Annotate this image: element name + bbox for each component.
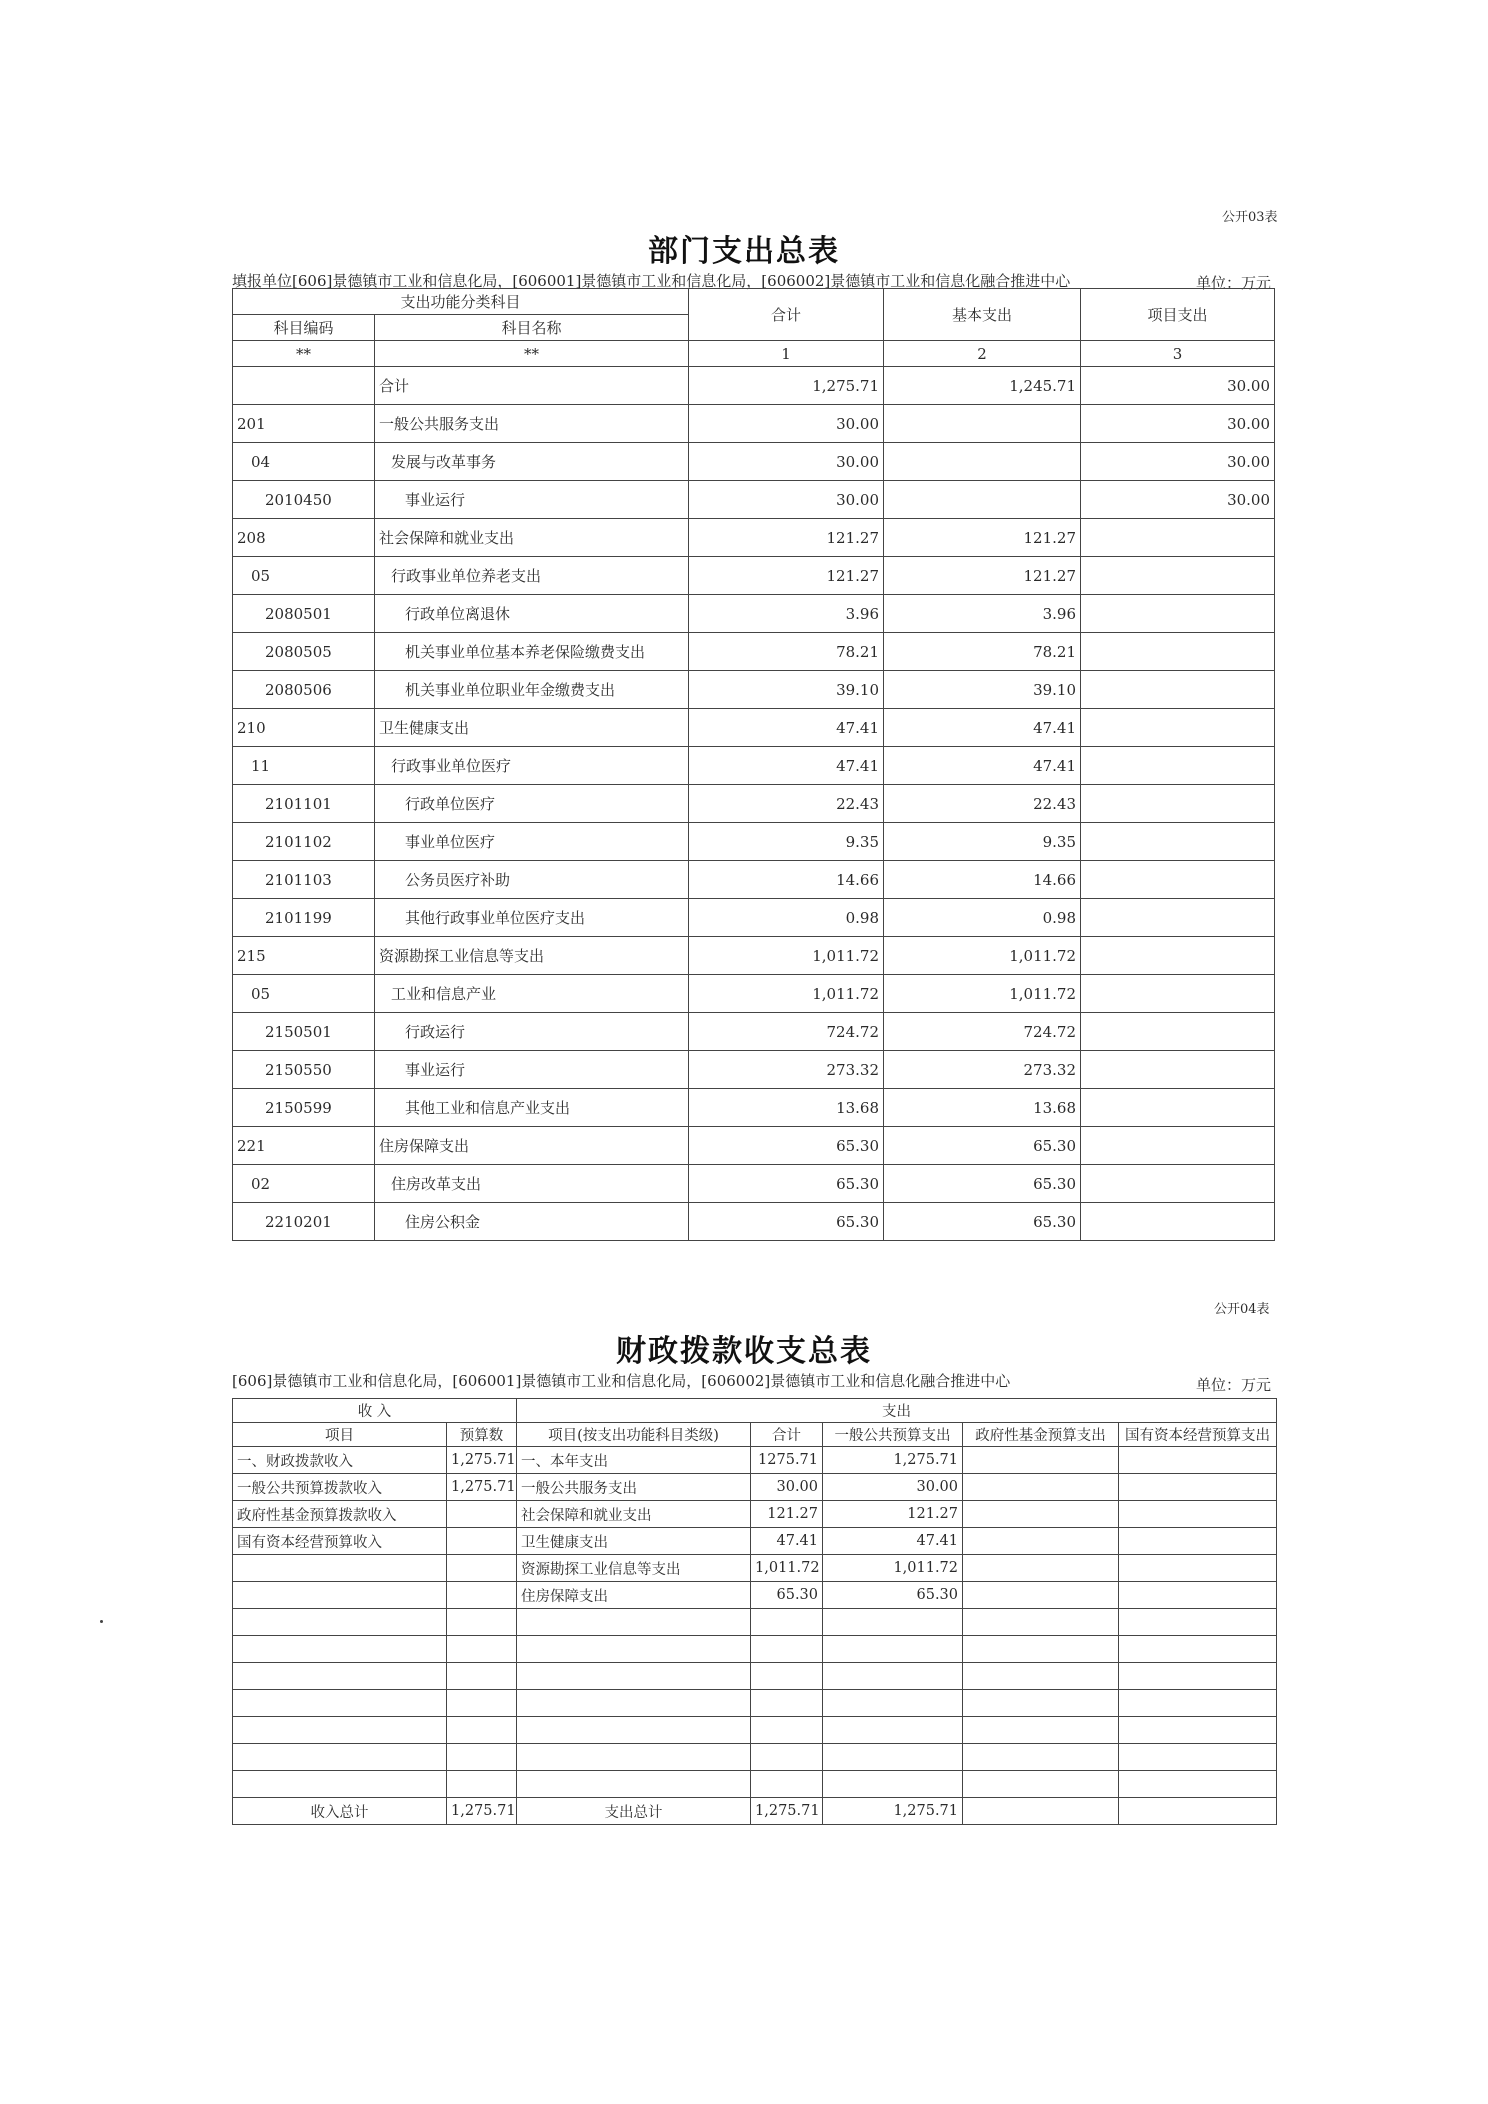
basic-value: 724.72 bbox=[884, 1013, 1081, 1051]
table-row bbox=[233, 1203, 1275, 1241]
subject-code: 11 bbox=[233, 747, 375, 785]
general-budget-value: 1,275.71 bbox=[823, 1447, 963, 1474]
basic-value: 47.41 bbox=[884, 709, 1081, 747]
table-row bbox=[233, 1636, 1277, 1663]
table1-unit: 单位：万元 bbox=[1196, 274, 1272, 292]
subject-name: 行政单位医疗 bbox=[375, 785, 689, 823]
general-budget-value bbox=[823, 1690, 963, 1717]
table-row bbox=[233, 1582, 1277, 1609]
expense-item bbox=[517, 1717, 751, 1744]
total-value: 65.30 bbox=[689, 1203, 884, 1241]
basic-value: 1,011.72 bbox=[884, 975, 1081, 1013]
project-value: 30.00 bbox=[1081, 405, 1275, 443]
basic-value: 13.68 bbox=[884, 1089, 1081, 1127]
project-index: 3 bbox=[1081, 341, 1275, 367]
subject-name: 公务员医疗补助 bbox=[375, 861, 689, 899]
expense-total-value: 1,275.71 bbox=[751, 1798, 823, 1825]
expense-state-value bbox=[1119, 1798, 1277, 1825]
project-value bbox=[1081, 899, 1275, 937]
expense-item bbox=[517, 1663, 751, 1690]
project-value bbox=[1081, 975, 1275, 1013]
total-value: 22.43 bbox=[689, 785, 884, 823]
table-row bbox=[233, 1555, 1277, 1582]
state-capital-value bbox=[1119, 1528, 1277, 1555]
basic-value: 65.30 bbox=[884, 1165, 1081, 1203]
income-item bbox=[233, 1609, 447, 1636]
project-value bbox=[1081, 823, 1275, 861]
expense-total bbox=[751, 1690, 823, 1717]
subject-name: 社会保障和就业支出 bbox=[375, 519, 689, 557]
income-item: 一般公共预算拨款收入 bbox=[233, 1474, 447, 1501]
table-row bbox=[233, 975, 1275, 1013]
subject-name: 机关事业单位基本养老保险缴费支出 bbox=[375, 633, 689, 671]
fund-budget-value bbox=[963, 1555, 1119, 1582]
income-item: 政府性基金预算拨款收入 bbox=[233, 1501, 447, 1528]
subject-name: 行政事业单位医疗 bbox=[375, 747, 689, 785]
fund-budget-value bbox=[963, 1771, 1119, 1798]
basic-value: 65.30 bbox=[884, 1127, 1081, 1165]
project-value: 30.00 bbox=[1081, 443, 1275, 481]
fund-budget-value bbox=[963, 1474, 1119, 1501]
state-capital-value bbox=[1119, 1447, 1277, 1474]
table-row bbox=[233, 1474, 1277, 1501]
fund-budget-value bbox=[963, 1501, 1119, 1528]
project-value bbox=[1081, 1203, 1275, 1241]
basic-value: 47.41 bbox=[884, 747, 1081, 785]
table-row bbox=[233, 405, 1275, 443]
state-capital-value bbox=[1119, 1636, 1277, 1663]
subject-name: 事业运行 bbox=[375, 481, 689, 519]
total-value: 30.00 bbox=[689, 405, 884, 443]
subject-code: 2210201 bbox=[233, 1203, 375, 1241]
total-value: 121.27 bbox=[689, 519, 884, 557]
expense-item: 资源勘探工业信息等支出 bbox=[517, 1555, 751, 1582]
subject-name: 事业单位医疗 bbox=[375, 823, 689, 861]
subject-code: 04 bbox=[233, 443, 375, 481]
table-row bbox=[233, 1717, 1277, 1744]
table-row bbox=[233, 1051, 1275, 1089]
expense-total-header: 合计 bbox=[751, 1423, 823, 1447]
general-budget-value bbox=[823, 1663, 963, 1690]
basic-value bbox=[884, 481, 1081, 519]
subject-code: 201 bbox=[233, 405, 375, 443]
project-value bbox=[1081, 595, 1275, 633]
expense-total: 30.00 bbox=[751, 1474, 823, 1501]
total-value: 78.21 bbox=[689, 633, 884, 671]
expense-group-header: 支出 bbox=[517, 1399, 1277, 1423]
subject-code: 05 bbox=[233, 557, 375, 595]
expense-item bbox=[517, 1690, 751, 1717]
table-row bbox=[233, 823, 1275, 861]
subject-name: 住房保障支出 bbox=[375, 1127, 689, 1165]
expense-total: 1275.71 bbox=[751, 1447, 823, 1474]
table-row bbox=[233, 1013, 1275, 1051]
fiscal-appropriation-table bbox=[232, 1398, 1277, 1825]
expense-total: 47.41 bbox=[751, 1528, 823, 1555]
table-row bbox=[233, 519, 1275, 557]
income-item bbox=[233, 1582, 447, 1609]
general-budget-value bbox=[823, 1609, 963, 1636]
income-item: 国有资本经营预算收入 bbox=[233, 1528, 447, 1555]
table1-index-row bbox=[233, 341, 1275, 367]
subject-name: 资源勘探工业信息等支出 bbox=[375, 937, 689, 975]
basic-value: 1,011.72 bbox=[884, 937, 1081, 975]
table1-tag: 公开03表 bbox=[1222, 210, 1278, 225]
state-capital-value bbox=[1119, 1474, 1277, 1501]
table-row bbox=[233, 367, 1275, 405]
table-row bbox=[233, 595, 1275, 633]
department-expense-table bbox=[232, 288, 1275, 1241]
table-row bbox=[233, 709, 1275, 747]
table-row bbox=[233, 899, 1275, 937]
code-index: ** bbox=[233, 341, 375, 367]
basic-value: 121.27 bbox=[884, 557, 1081, 595]
table-row bbox=[233, 861, 1275, 899]
table-row bbox=[233, 937, 1275, 975]
state-capital-value bbox=[1119, 1582, 1277, 1609]
income-group-header: 收 入 bbox=[233, 1399, 517, 1423]
subject-code bbox=[233, 367, 375, 405]
expense-item-header: 项目(按支出功能科目类级) bbox=[517, 1423, 751, 1447]
table-row bbox=[233, 1127, 1275, 1165]
income-budget bbox=[447, 1582, 517, 1609]
project-value bbox=[1081, 1165, 1275, 1203]
total-value: 13.68 bbox=[689, 1089, 884, 1127]
table-row bbox=[233, 1744, 1277, 1771]
basic-header: 基本支出 bbox=[884, 289, 1081, 341]
income-item-header: 项目 bbox=[233, 1423, 447, 1447]
basic-value: 121.27 bbox=[884, 519, 1081, 557]
general-budget-value bbox=[823, 1771, 963, 1798]
total-value: 39.10 bbox=[689, 671, 884, 709]
basic-value: 22.43 bbox=[884, 785, 1081, 823]
table-row bbox=[233, 1528, 1277, 1555]
fund-budget-value bbox=[963, 1528, 1119, 1555]
fund-budget-value bbox=[963, 1582, 1119, 1609]
project-value bbox=[1081, 1013, 1275, 1051]
total-value: 1,275.71 bbox=[689, 367, 884, 405]
project-value bbox=[1081, 785, 1275, 823]
category-group-header: 支出功能分类科目 bbox=[233, 289, 689, 315]
subject-code: 221 bbox=[233, 1127, 375, 1165]
table-row bbox=[233, 557, 1275, 595]
state-capital-value bbox=[1119, 1717, 1277, 1744]
subject-code: 2101103 bbox=[233, 861, 375, 899]
subject-code: 2080505 bbox=[233, 633, 375, 671]
total-header: 合计 bbox=[689, 289, 884, 341]
subject-code: 2080501 bbox=[233, 595, 375, 633]
table-row bbox=[233, 481, 1275, 519]
project-header: 项目支出 bbox=[1081, 289, 1275, 341]
fund-budget-value bbox=[963, 1663, 1119, 1690]
expense-item: 卫生健康支出 bbox=[517, 1528, 751, 1555]
income-total-value: 1,275.71 bbox=[447, 1798, 517, 1825]
income-budget bbox=[447, 1690, 517, 1717]
total-index: 1 bbox=[689, 341, 884, 367]
table-row bbox=[233, 747, 1275, 785]
table-row bbox=[233, 1447, 1277, 1474]
expense-total bbox=[751, 1663, 823, 1690]
income-budget bbox=[447, 1609, 517, 1636]
total-value: 121.27 bbox=[689, 557, 884, 595]
table-row bbox=[233, 1089, 1275, 1127]
table2-title: 财政拨款收支总表 bbox=[616, 1334, 872, 1369]
expense-item bbox=[517, 1744, 751, 1771]
total-value: 47.41 bbox=[689, 747, 884, 785]
subject-code: 2101102 bbox=[233, 823, 375, 861]
expense-item: 住房保障支出 bbox=[517, 1582, 751, 1609]
total-value: 9.35 bbox=[689, 823, 884, 861]
subject-name: 其他工业和信息产业支出 bbox=[375, 1089, 689, 1127]
expense-item: 一、本年支出 bbox=[517, 1447, 751, 1474]
subject-code: 215 bbox=[233, 937, 375, 975]
subject-code: 2150501 bbox=[233, 1013, 375, 1051]
expense-total bbox=[751, 1744, 823, 1771]
income-budget bbox=[447, 1663, 517, 1690]
expense-total: 65.30 bbox=[751, 1582, 823, 1609]
subject-name: 一般公共服务支出 bbox=[375, 405, 689, 443]
subject-name: 住房改革支出 bbox=[375, 1165, 689, 1203]
name-index: ** bbox=[375, 341, 689, 367]
total-value: 1,011.72 bbox=[689, 975, 884, 1013]
table-row bbox=[233, 633, 1275, 671]
income-total-label: 收入总计 bbox=[233, 1798, 447, 1825]
subject-name: 住房公积金 bbox=[375, 1203, 689, 1241]
project-value bbox=[1081, 633, 1275, 671]
table2-tag: 公开04表 bbox=[1214, 1302, 1270, 1317]
income-item bbox=[233, 1771, 447, 1798]
subject-code: 208 bbox=[233, 519, 375, 557]
project-value bbox=[1081, 937, 1275, 975]
state-capital-value bbox=[1119, 1744, 1277, 1771]
income-item bbox=[233, 1636, 447, 1663]
general-budget-value bbox=[823, 1636, 963, 1663]
expense-fund-value bbox=[963, 1798, 1119, 1825]
expense-total: 1,011.72 bbox=[751, 1555, 823, 1582]
state-capital-value bbox=[1119, 1501, 1277, 1528]
subject-code: 2080506 bbox=[233, 671, 375, 709]
income-budget bbox=[447, 1636, 517, 1663]
income-budget bbox=[447, 1744, 517, 1771]
subject-code: 05 bbox=[233, 975, 375, 1013]
subject-name: 工业和信息产业 bbox=[375, 975, 689, 1013]
general-budget-value bbox=[823, 1744, 963, 1771]
basic-value: 65.30 bbox=[884, 1203, 1081, 1241]
expense-item bbox=[517, 1609, 751, 1636]
expense-item: 社会保障和就业支出 bbox=[517, 1501, 751, 1528]
budget-header: 预算数 bbox=[447, 1423, 517, 1447]
income-budget bbox=[447, 1501, 517, 1528]
total-value: 65.30 bbox=[689, 1127, 884, 1165]
subject-name: 行政运行 bbox=[375, 1013, 689, 1051]
state-capital-value bbox=[1119, 1690, 1277, 1717]
general-budget-header: 一般公共预算支出 bbox=[823, 1423, 963, 1447]
expense-item bbox=[517, 1636, 751, 1663]
total-value: 30.00 bbox=[689, 481, 884, 519]
code-header: 科目编码 bbox=[233, 315, 375, 341]
total-value: 0.98 bbox=[689, 899, 884, 937]
project-value bbox=[1081, 1127, 1275, 1165]
fund-budget-value bbox=[963, 1609, 1119, 1636]
subject-name: 卫生健康支出 bbox=[375, 709, 689, 747]
subject-code: 2010450 bbox=[233, 481, 375, 519]
table-row bbox=[233, 1165, 1275, 1203]
table2-header-row bbox=[233, 1423, 1277, 1447]
subject-name: 行政单位离退休 bbox=[375, 595, 689, 633]
subject-code: 02 bbox=[233, 1165, 375, 1203]
total-value: 14.66 bbox=[689, 861, 884, 899]
income-item: 一、财政拨款收入 bbox=[233, 1447, 447, 1474]
expense-total bbox=[751, 1717, 823, 1744]
state-capital-value bbox=[1119, 1609, 1277, 1636]
project-value bbox=[1081, 861, 1275, 899]
table-row bbox=[233, 1771, 1277, 1798]
table-row bbox=[233, 1609, 1277, 1636]
expense-total bbox=[751, 1771, 823, 1798]
project-value bbox=[1081, 557, 1275, 595]
general-budget-value: 30.00 bbox=[823, 1474, 963, 1501]
expense-item bbox=[517, 1771, 751, 1798]
total-value: 3.96 bbox=[689, 595, 884, 633]
income-item bbox=[233, 1690, 447, 1717]
project-value bbox=[1081, 671, 1275, 709]
subject-name: 其他行政事业单位医疗支出 bbox=[375, 899, 689, 937]
subject-name: 合计 bbox=[375, 367, 689, 405]
table-row bbox=[233, 443, 1275, 481]
table2-org: [606]景德镇市工业和信息化局，[606001]景德镇市工业和信息化局，[606002]景德镇市工业和信息化融合推进中心 bbox=[232, 1372, 1011, 1390]
basic-value: 0.98 bbox=[884, 899, 1081, 937]
subject-code: 2101199 bbox=[233, 899, 375, 937]
income-item bbox=[233, 1744, 447, 1771]
table-row bbox=[233, 1663, 1277, 1690]
income-budget bbox=[447, 1528, 517, 1555]
table-row bbox=[233, 671, 1275, 709]
expense-general-value: 1,275.71 bbox=[823, 1798, 963, 1825]
income-budget bbox=[447, 1771, 517, 1798]
basic-value bbox=[884, 443, 1081, 481]
project-value: 30.00 bbox=[1081, 481, 1275, 519]
subject-code: 2150599 bbox=[233, 1089, 375, 1127]
subject-code: 2101101 bbox=[233, 785, 375, 823]
expense-total-label: 支出总计 bbox=[517, 1798, 751, 1825]
table1-org: 填报单位[606]景德镇市工业和信息化局，[606001]景德镇市工业和信息化局，[606002]景德镇市工业和信息化融合推进中心 bbox=[232, 272, 1071, 290]
name-header: 科目名称 bbox=[375, 315, 689, 341]
table2-group-row bbox=[233, 1399, 1277, 1423]
project-value bbox=[1081, 519, 1275, 557]
project-value bbox=[1081, 747, 1275, 785]
table1-header-row bbox=[233, 289, 1275, 315]
project-value bbox=[1081, 1089, 1275, 1127]
income-item bbox=[233, 1717, 447, 1744]
fund-budget-value bbox=[963, 1447, 1119, 1474]
basic-value: 78.21 bbox=[884, 633, 1081, 671]
subject-name: 机关事业单位职业年金缴费支出 bbox=[375, 671, 689, 709]
table-row bbox=[233, 1501, 1277, 1528]
general-budget-value: 65.30 bbox=[823, 1582, 963, 1609]
fund-budget-value bbox=[963, 1690, 1119, 1717]
income-budget: 1,275.71 bbox=[447, 1447, 517, 1474]
basic-value: 39.10 bbox=[884, 671, 1081, 709]
table2-unit: 单位：万元 bbox=[1196, 1376, 1272, 1394]
total-value: 65.30 bbox=[689, 1165, 884, 1203]
basic-value: 9.35 bbox=[884, 823, 1081, 861]
subject-code: 210 bbox=[233, 709, 375, 747]
subject-name: 发展与改革事务 bbox=[375, 443, 689, 481]
basic-value: 14.66 bbox=[884, 861, 1081, 899]
income-budget bbox=[447, 1555, 517, 1582]
project-value: 30.00 bbox=[1081, 367, 1275, 405]
subject-code: 2150550 bbox=[233, 1051, 375, 1089]
fund-budget-value bbox=[963, 1717, 1119, 1744]
basic-index: 2 bbox=[884, 341, 1081, 367]
state-capital-header: 国有资本经营预算支出 bbox=[1119, 1423, 1277, 1447]
income-budget bbox=[447, 1717, 517, 1744]
income-item bbox=[233, 1555, 447, 1582]
general-budget-value: 47.41 bbox=[823, 1528, 963, 1555]
expense-total bbox=[751, 1609, 823, 1636]
expense-item: 一般公共服务支出 bbox=[517, 1474, 751, 1501]
fund-budget-value bbox=[963, 1636, 1119, 1663]
total-value: 724.72 bbox=[689, 1013, 884, 1051]
basic-value: 3.96 bbox=[884, 595, 1081, 633]
state-capital-value bbox=[1119, 1663, 1277, 1690]
income-item bbox=[233, 1663, 447, 1690]
expense-total: 121.27 bbox=[751, 1501, 823, 1528]
fund-budget-header: 政府性基金预算支出 bbox=[963, 1423, 1119, 1447]
basic-value: 1,245.71 bbox=[884, 367, 1081, 405]
total-value: 1,011.72 bbox=[689, 937, 884, 975]
subject-name: 行政事业单位养老支出 bbox=[375, 557, 689, 595]
table1-title: 部门支出总表 bbox=[648, 234, 840, 269]
general-budget-value: 1,011.72 bbox=[823, 1555, 963, 1582]
state-capital-value bbox=[1119, 1771, 1277, 1798]
basic-value bbox=[884, 405, 1081, 443]
table2-total-row bbox=[233, 1798, 1277, 1825]
basic-value: 273.32 bbox=[884, 1051, 1081, 1089]
general-budget-value bbox=[823, 1717, 963, 1744]
fund-budget-value bbox=[963, 1744, 1119, 1771]
project-value bbox=[1081, 709, 1275, 747]
total-value: 47.41 bbox=[689, 709, 884, 747]
total-value: 30.00 bbox=[689, 443, 884, 481]
income-budget: 1,275.71 bbox=[447, 1474, 517, 1501]
general-budget-value: 121.27 bbox=[823, 1501, 963, 1528]
expense-total bbox=[751, 1636, 823, 1663]
subject-name: 事业运行 bbox=[375, 1051, 689, 1089]
table-row bbox=[233, 785, 1275, 823]
state-capital-value bbox=[1119, 1555, 1277, 1582]
table-row bbox=[233, 1690, 1277, 1717]
project-value bbox=[1081, 1051, 1275, 1089]
scan-speck bbox=[100, 1620, 103, 1623]
total-value: 273.32 bbox=[689, 1051, 884, 1089]
